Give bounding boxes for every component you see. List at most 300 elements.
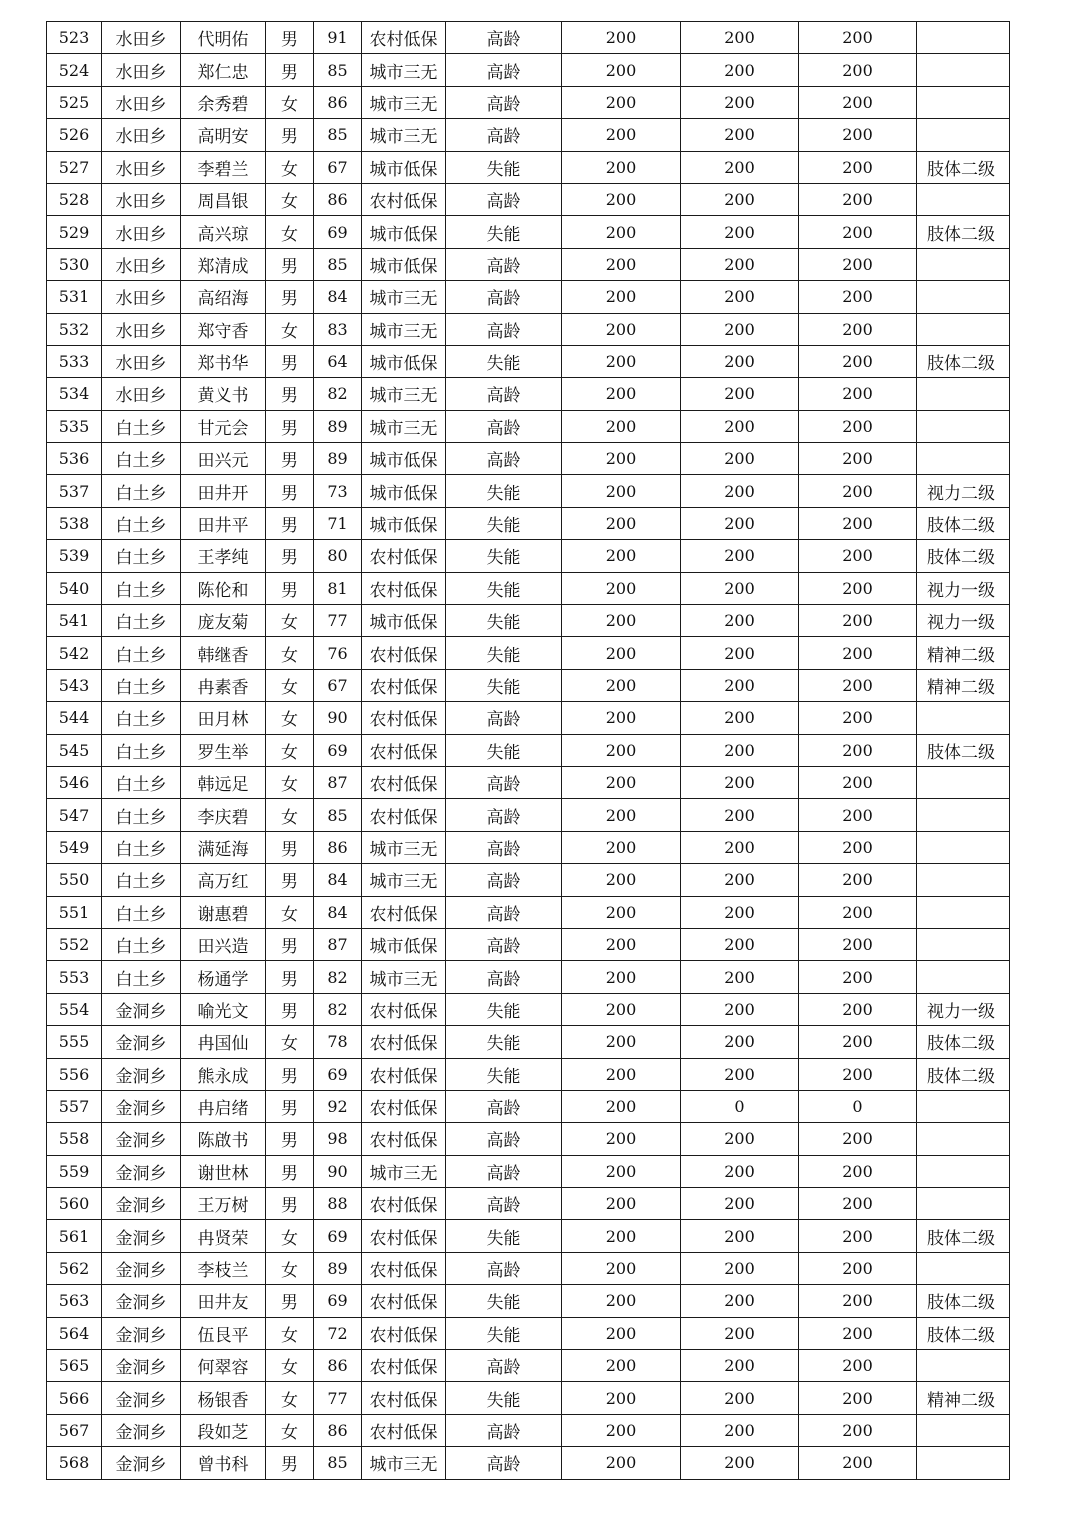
township-cell: 金洞乡 [102, 1026, 181, 1058]
seq-cell: 545 [47, 734, 102, 766]
note-cell [917, 443, 1010, 475]
gender-cell: 男 [266, 54, 314, 86]
type-cell: 失能 [446, 1382, 562, 1414]
gender-cell: 女 [266, 1414, 314, 1446]
type-cell: 失能 [446, 1317, 562, 1349]
name-cell: 田兴造 [181, 928, 266, 960]
gender-cell: 男 [266, 22, 314, 54]
age-cell: 86 [314, 1350, 362, 1382]
gender-cell: 男 [266, 248, 314, 280]
seq-cell: 539 [47, 540, 102, 572]
gender-cell: 女 [266, 1317, 314, 1349]
township-cell: 水田乡 [102, 183, 181, 215]
seq-cell: 528 [47, 183, 102, 215]
amount-1-cell: 200 [562, 702, 681, 734]
seq-cell: 538 [47, 507, 102, 539]
age-cell: 92 [314, 1090, 362, 1122]
age-cell: 84 [314, 864, 362, 896]
township-cell: 白土乡 [102, 961, 181, 993]
township-cell: 水田乡 [102, 22, 181, 54]
seq-cell: 559 [47, 1155, 102, 1187]
amount-2-cell: 200 [681, 248, 799, 280]
seq-cell: 537 [47, 475, 102, 507]
township-cell: 金洞乡 [102, 1058, 181, 1090]
age-cell: 90 [314, 702, 362, 734]
category-cell: 城市三无 [362, 281, 446, 313]
amount-1-cell: 200 [562, 864, 681, 896]
name-cell: 陈伦和 [181, 572, 266, 604]
name-cell: 甘元会 [181, 410, 266, 442]
category-cell: 农村低保 [362, 1220, 446, 1252]
amount-3-cell: 200 [799, 54, 917, 86]
gender-cell: 男 [266, 572, 314, 604]
township-cell: 白土乡 [102, 734, 181, 766]
amount-2-cell: 200 [681, 86, 799, 118]
gender-cell: 男 [266, 345, 314, 377]
gender-cell: 男 [266, 410, 314, 442]
amount-3-cell: 200 [799, 1155, 917, 1187]
age-cell: 81 [314, 572, 362, 604]
type-cell: 高龄 [446, 313, 562, 345]
amount-2-cell: 0 [681, 1090, 799, 1122]
township-cell: 白土乡 [102, 896, 181, 928]
gender-cell: 男 [266, 1285, 314, 1317]
gender-cell: 女 [266, 1350, 314, 1382]
seq-cell: 544 [47, 702, 102, 734]
table-row [47, 831, 1010, 863]
age-cell: 78 [314, 1026, 362, 1058]
name-cell: 杨银香 [181, 1382, 266, 1414]
seq-cell: 549 [47, 831, 102, 863]
table-row [47, 961, 1010, 993]
seq-cell: 553 [47, 961, 102, 993]
seq-cell: 563 [47, 1285, 102, 1317]
gender-cell: 女 [266, 313, 314, 345]
seq-cell: 551 [47, 896, 102, 928]
amount-3-cell: 200 [799, 1123, 917, 1155]
gender-cell: 男 [266, 961, 314, 993]
amount-3-cell: 200 [799, 119, 917, 151]
note-cell [917, 183, 1010, 215]
amount-1-cell: 200 [562, 281, 681, 313]
gender-cell: 男 [266, 281, 314, 313]
seq-cell: 561 [47, 1220, 102, 1252]
gender-cell: 男 [266, 1155, 314, 1187]
amount-1-cell: 200 [562, 1285, 681, 1317]
amount-2-cell: 200 [681, 993, 799, 1025]
gender-cell: 男 [266, 831, 314, 863]
gender-cell: 女 [266, 669, 314, 701]
category-cell: 农村低保 [362, 799, 446, 831]
gender-cell: 女 [266, 183, 314, 215]
gender-cell: 女 [266, 605, 314, 637]
gender-cell: 男 [266, 119, 314, 151]
age-cell: 77 [314, 1382, 362, 1414]
gender-cell: 女 [266, 1026, 314, 1058]
amount-2-cell: 200 [681, 410, 799, 442]
amount-2-cell: 200 [681, 183, 799, 215]
township-cell: 白土乡 [102, 637, 181, 669]
amount-1-cell: 200 [562, 928, 681, 960]
gender-cell: 女 [266, 766, 314, 798]
note-cell [917, 1350, 1010, 1382]
gender-cell: 女 [266, 1252, 314, 1284]
seq-cell: 526 [47, 119, 102, 151]
note-cell: 视力一级 [917, 572, 1010, 604]
amount-2-cell: 200 [681, 1188, 799, 1220]
note-cell [917, 248, 1010, 280]
amount-1-cell: 200 [562, 961, 681, 993]
table-row [47, 1123, 1010, 1155]
type-cell: 失能 [446, 507, 562, 539]
category-cell: 农村低保 [362, 183, 446, 215]
note-cell: 精神二级 [917, 637, 1010, 669]
type-cell: 高龄 [446, 1252, 562, 1284]
amount-3-cell: 200 [799, 281, 917, 313]
table-row [47, 345, 1010, 377]
category-cell: 城市三无 [362, 864, 446, 896]
seq-cell: 558 [47, 1123, 102, 1155]
category-cell: 农村低保 [362, 1350, 446, 1382]
name-cell: 韩继香 [181, 637, 266, 669]
name-cell: 周昌银 [181, 183, 266, 215]
table-row [47, 1026, 1010, 1058]
township-cell: 白土乡 [102, 443, 181, 475]
type-cell: 高龄 [446, 54, 562, 86]
gender-cell: 男 [266, 475, 314, 507]
amount-2-cell: 200 [681, 1252, 799, 1284]
gender-cell: 男 [266, 443, 314, 475]
type-cell: 高龄 [446, 961, 562, 993]
table-row [47, 1090, 1010, 1122]
amount-2-cell: 200 [681, 54, 799, 86]
gender-cell: 女 [266, 1220, 314, 1252]
note-cell [917, 961, 1010, 993]
category-cell: 农村低保 [362, 734, 446, 766]
table-row [47, 1350, 1010, 1382]
amount-2-cell: 200 [681, 702, 799, 734]
category-cell: 农村低保 [362, 702, 446, 734]
category-cell: 城市三无 [362, 1155, 446, 1187]
seq-cell: 567 [47, 1414, 102, 1446]
type-cell: 高龄 [446, 1350, 562, 1382]
amount-1-cell: 200 [562, 183, 681, 215]
amount-3-cell: 200 [799, 1026, 917, 1058]
name-cell: 谢惠碧 [181, 896, 266, 928]
seq-cell: 524 [47, 54, 102, 86]
amount-3-cell: 200 [799, 475, 917, 507]
type-cell: 高龄 [446, 766, 562, 798]
note-cell [917, 54, 1010, 86]
amount-1-cell: 200 [562, 1382, 681, 1414]
amount-3-cell: 200 [799, 313, 917, 345]
township-cell: 金洞乡 [102, 1447, 181, 1479]
name-cell: 田月林 [181, 702, 266, 734]
category-cell: 农村低保 [362, 1252, 446, 1284]
amount-2-cell: 200 [681, 1382, 799, 1414]
seq-cell: 536 [47, 443, 102, 475]
category-cell: 城市三无 [362, 410, 446, 442]
township-cell: 白土乡 [102, 702, 181, 734]
name-cell: 王万树 [181, 1188, 266, 1220]
category-cell: 农村低保 [362, 540, 446, 572]
amount-2-cell: 200 [681, 1317, 799, 1349]
amount-1-cell: 200 [562, 1414, 681, 1446]
note-cell [917, 1252, 1010, 1284]
amount-3-cell: 200 [799, 961, 917, 993]
seq-cell: 566 [47, 1382, 102, 1414]
amount-3-cell: 200 [799, 831, 917, 863]
amount-2-cell: 200 [681, 281, 799, 313]
township-cell: 金洞乡 [102, 1220, 181, 1252]
seq-cell: 530 [47, 248, 102, 280]
township-cell: 白土乡 [102, 572, 181, 604]
note-cell: 精神二级 [917, 1382, 1010, 1414]
age-cell: 64 [314, 345, 362, 377]
amount-2-cell: 200 [681, 1026, 799, 1058]
category-cell: 城市三无 [362, 1447, 446, 1479]
type-cell: 高龄 [446, 896, 562, 928]
name-cell: 罗生举 [181, 734, 266, 766]
type-cell: 高龄 [446, 281, 562, 313]
township-cell: 白土乡 [102, 605, 181, 637]
amount-2-cell: 200 [681, 151, 799, 183]
township-cell: 金洞乡 [102, 1123, 181, 1155]
age-cell: 84 [314, 281, 362, 313]
amount-3-cell: 200 [799, 993, 917, 1025]
table-row [47, 928, 1010, 960]
amount-1-cell: 200 [562, 248, 681, 280]
type-cell: 失能 [446, 475, 562, 507]
township-cell: 水田乡 [102, 248, 181, 280]
amount-1-cell: 200 [562, 766, 681, 798]
seq-cell: 523 [47, 22, 102, 54]
amount-1-cell: 200 [562, 1350, 681, 1382]
seq-cell: 556 [47, 1058, 102, 1090]
type-cell: 失能 [446, 637, 562, 669]
township-cell: 水田乡 [102, 345, 181, 377]
type-cell: 失能 [446, 1026, 562, 1058]
age-cell: 89 [314, 410, 362, 442]
amount-1-cell: 200 [562, 345, 681, 377]
amount-3-cell: 200 [799, 669, 917, 701]
table-row [47, 507, 1010, 539]
table-row [47, 605, 1010, 637]
seq-cell: 541 [47, 605, 102, 637]
category-cell: 农村低保 [362, 1382, 446, 1414]
name-cell: 喻光文 [181, 993, 266, 1025]
amount-2-cell: 200 [681, 831, 799, 863]
age-cell: 87 [314, 766, 362, 798]
type-cell: 高龄 [446, 702, 562, 734]
roster-body [47, 22, 1010, 1480]
age-cell: 69 [314, 734, 362, 766]
seq-cell: 560 [47, 1188, 102, 1220]
seq-cell: 557 [47, 1090, 102, 1122]
name-cell: 田井平 [181, 507, 266, 539]
township-cell: 白土乡 [102, 864, 181, 896]
amount-3-cell: 200 [799, 1188, 917, 1220]
category-cell: 农村低保 [362, 572, 446, 604]
name-cell: 田兴元 [181, 443, 266, 475]
seq-cell: 547 [47, 799, 102, 831]
age-cell: 69 [314, 1220, 362, 1252]
category-cell: 农村低保 [362, 1188, 446, 1220]
amount-1-cell: 200 [562, 443, 681, 475]
township-cell: 金洞乡 [102, 1414, 181, 1446]
gender-cell: 男 [266, 1447, 314, 1479]
amount-3-cell: 200 [799, 443, 917, 475]
amount-1-cell: 200 [562, 896, 681, 928]
note-cell: 视力一级 [917, 605, 1010, 637]
amount-3-cell: 200 [799, 1317, 917, 1349]
seq-cell: 533 [47, 345, 102, 377]
amount-2-cell: 200 [681, 637, 799, 669]
category-cell: 城市低保 [362, 605, 446, 637]
amount-3-cell: 200 [799, 1382, 917, 1414]
amount-1-cell: 200 [562, 1317, 681, 1349]
category-cell: 农村低保 [362, 1285, 446, 1317]
seq-cell: 550 [47, 864, 102, 896]
type-cell: 失能 [446, 605, 562, 637]
amount-2-cell: 200 [681, 669, 799, 701]
name-cell: 杨通学 [181, 961, 266, 993]
township-cell: 水田乡 [102, 313, 181, 345]
category-cell: 农村低保 [362, 1090, 446, 1122]
age-cell: 85 [314, 248, 362, 280]
amount-3-cell: 200 [799, 1220, 917, 1252]
category-cell: 城市低保 [362, 345, 446, 377]
amount-2-cell: 200 [681, 766, 799, 798]
name-cell: 何翠容 [181, 1350, 266, 1382]
table-row [47, 54, 1010, 86]
table-row [47, 1220, 1010, 1252]
age-cell: 82 [314, 378, 362, 410]
note-cell [917, 410, 1010, 442]
amount-3-cell: 200 [799, 864, 917, 896]
name-cell: 段如芝 [181, 1414, 266, 1446]
note-cell [917, 702, 1010, 734]
note-cell [917, 119, 1010, 151]
township-cell: 白土乡 [102, 475, 181, 507]
note-cell [917, 864, 1010, 896]
table-row [47, 864, 1010, 896]
amount-1-cell: 200 [562, 572, 681, 604]
age-cell: 67 [314, 669, 362, 701]
amount-1-cell: 200 [562, 1252, 681, 1284]
gender-cell: 男 [266, 993, 314, 1025]
amount-2-cell: 200 [681, 216, 799, 248]
note-cell [917, 313, 1010, 345]
amount-1-cell: 200 [562, 22, 681, 54]
table-row [47, 572, 1010, 604]
amount-3-cell: 200 [799, 216, 917, 248]
age-cell: 86 [314, 86, 362, 118]
amount-3-cell: 200 [799, 702, 917, 734]
amount-1-cell: 200 [562, 1123, 681, 1155]
type-cell: 高龄 [446, 799, 562, 831]
type-cell: 失能 [446, 540, 562, 572]
amount-2-cell: 200 [681, 313, 799, 345]
gender-cell: 男 [266, 378, 314, 410]
note-cell: 肢体二级 [917, 734, 1010, 766]
note-cell [917, 1090, 1010, 1122]
name-cell: 谢世林 [181, 1155, 266, 1187]
note-cell: 肢体二级 [917, 1026, 1010, 1058]
amount-1-cell: 200 [562, 86, 681, 118]
seq-cell: 564 [47, 1317, 102, 1349]
amount-1-cell: 200 [562, 669, 681, 701]
note-cell: 肢体二级 [917, 216, 1010, 248]
name-cell: 郑守香 [181, 313, 266, 345]
amount-2-cell: 200 [681, 119, 799, 151]
name-cell: 王孝纯 [181, 540, 266, 572]
type-cell: 高龄 [446, 864, 562, 896]
amount-2-cell: 200 [681, 961, 799, 993]
age-cell: 86 [314, 1414, 362, 1446]
township-cell: 白土乡 [102, 928, 181, 960]
table-row [47, 22, 1010, 54]
amount-2-cell: 200 [681, 1414, 799, 1446]
township-cell: 金洞乡 [102, 1155, 181, 1187]
name-cell: 高兴琼 [181, 216, 266, 248]
township-cell: 金洞乡 [102, 1382, 181, 1414]
type-cell: 失能 [446, 1058, 562, 1090]
type-cell: 高龄 [446, 86, 562, 118]
name-cell: 曾书科 [181, 1447, 266, 1479]
amount-3-cell: 200 [799, 1285, 917, 1317]
age-cell: 89 [314, 1252, 362, 1284]
category-cell: 城市三无 [362, 378, 446, 410]
amount-3-cell: 200 [799, 1252, 917, 1284]
note-cell: 肢体二级 [917, 540, 1010, 572]
note-cell [917, 1188, 1010, 1220]
amount-2-cell: 200 [681, 1447, 799, 1479]
age-cell: 73 [314, 475, 362, 507]
amount-3-cell: 200 [799, 86, 917, 118]
note-cell [917, 928, 1010, 960]
age-cell: 87 [314, 928, 362, 960]
type-cell: 高龄 [446, 1155, 562, 1187]
amount-2-cell: 200 [681, 345, 799, 377]
table-row [47, 443, 1010, 475]
amount-2-cell: 200 [681, 928, 799, 960]
gender-cell: 男 [266, 507, 314, 539]
township-cell: 水田乡 [102, 378, 181, 410]
note-cell [917, 896, 1010, 928]
age-cell: 69 [314, 216, 362, 248]
amount-2-cell: 200 [681, 540, 799, 572]
category-cell: 农村低保 [362, 1123, 446, 1155]
amount-3-cell: 200 [799, 928, 917, 960]
amount-1-cell: 200 [562, 410, 681, 442]
table-row [47, 248, 1010, 280]
name-cell: 高明安 [181, 119, 266, 151]
category-cell: 农村低保 [362, 1026, 446, 1058]
type-cell: 高龄 [446, 119, 562, 151]
gender-cell: 男 [266, 928, 314, 960]
township-cell: 金洞乡 [102, 1350, 181, 1382]
type-cell: 失能 [446, 669, 562, 701]
age-cell: 89 [314, 443, 362, 475]
amount-1-cell: 200 [562, 119, 681, 151]
amount-2-cell: 200 [681, 1155, 799, 1187]
amount-1-cell: 200 [562, 507, 681, 539]
amount-1-cell: 200 [562, 313, 681, 345]
table-row [47, 216, 1010, 248]
amount-3-cell: 200 [799, 734, 917, 766]
age-cell: 85 [314, 54, 362, 86]
